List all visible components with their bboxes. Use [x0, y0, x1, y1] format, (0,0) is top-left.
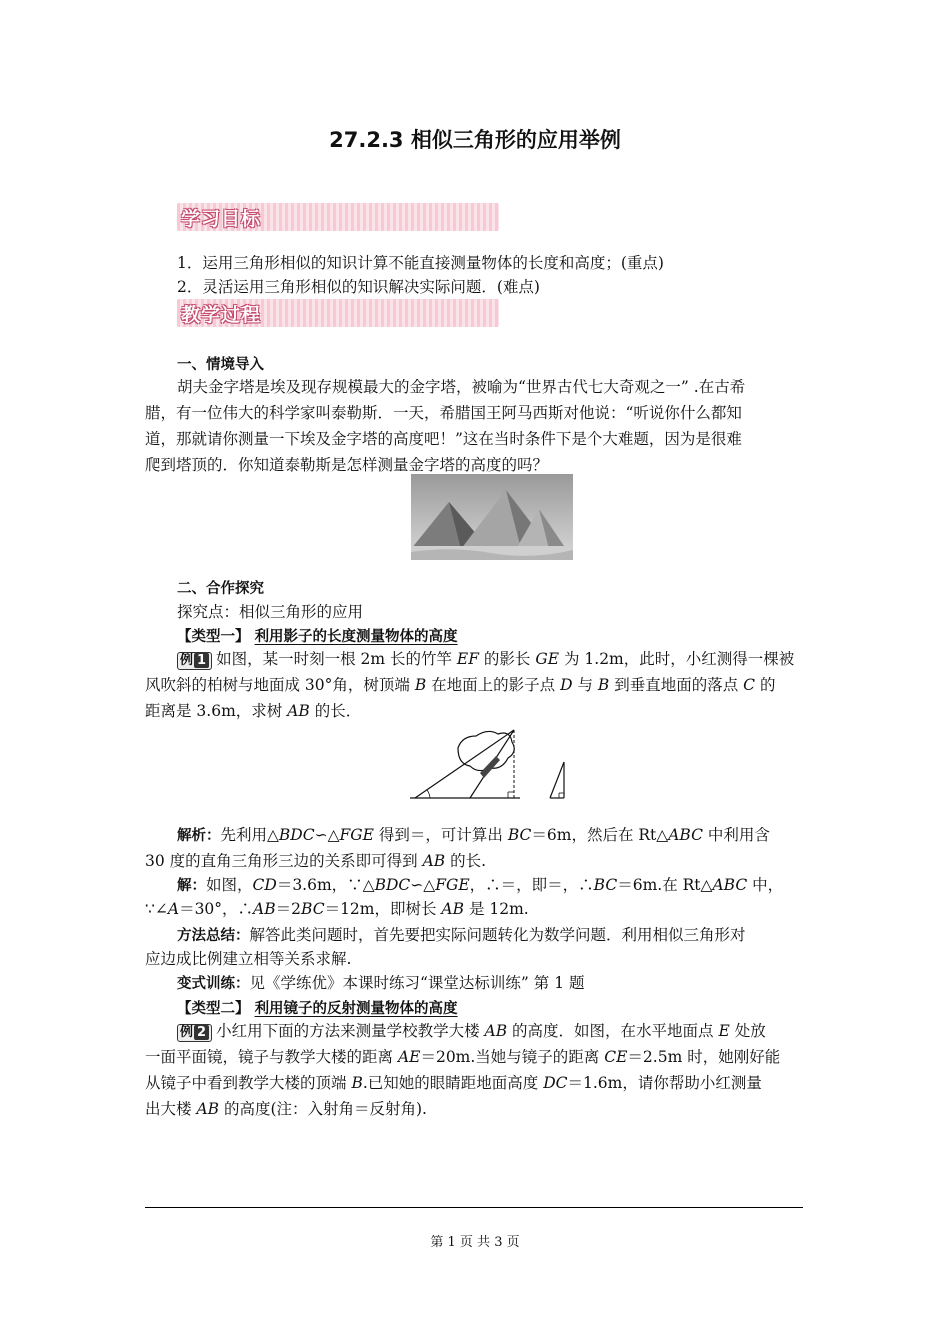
section2-heading: 二、合作探究: [177, 581, 264, 597]
example2-line-4: 出大楼 AB 的高度(注：入射角＝反射角).: [145, 1100, 427, 1118]
example2-line-1: 例 2 小红用下面的方法来测量学校教学大楼 AB 的高度．如图，在水平地面点 E 处放: [177, 1019, 766, 1043]
solution-line-2: ∵∠A＝30°，∴AB＝2BC＝12m，即树长 AB 是 12m.: [145, 900, 529, 918]
type1-title: 利用影子的长度测量物体的高度: [254, 629, 458, 645]
type1-heading: [177, 625, 458, 646]
intro-line-2: 腊，有一位伟大的科学家叫泰勒斯．一天，希腊国王阿马西斯对他说：“听说你什么都知: [145, 404, 742, 422]
example2-line-3: 从镜子中看到教学大楼的顶端 B.已知她的眼睛距地面高度 DC＝1.6m，请你帮助小红测量: [145, 1074, 762, 1092]
intro-line-3: 道，那就请你测量一下埃及金字塔的高度吧！”这在当时条件下是个大难题，因为是很难: [145, 430, 742, 448]
pyramids-illustration: [411, 474, 573, 560]
goal-1: 1．运用三角形相似的知识计算不能直接测量物体的长度和高度；(重点): [177, 254, 664, 272]
solution-label: 解：: [177, 878, 206, 894]
example1-line-2: 风吹斜的柏树与地面成 30°角，树顶端 B 在地面上的影子点 D 与 B 到垂直地面的落点 C 的: [145, 676, 776, 694]
variant-label: 变式训练：: [177, 976, 250, 992]
solution-line-1: 解：如图，CD＝3.6m，∵△BDC∽△FGE，∴＝，即＝，∴BC＝6m.在 Rt△ABC 中，: [177, 876, 784, 894]
pyramids-photo: [411, 474, 573, 560]
process-banner-label: 教学过程: [181, 304, 262, 326]
angle-arc: [427, 790, 430, 798]
variant-line: 变式训练：见《学练优》本课时练习“课堂达标训练” 第 1 题: [177, 974, 585, 992]
example1-line-3: 距离是 3.6m，求树 AB 的长．: [145, 702, 362, 720]
sun-ray-fg: [550, 762, 564, 798]
method-line-2: 应边成比例建立相等关系求解.: [145, 950, 352, 968]
method-label: 方法总结：: [177, 928, 250, 944]
example1-number: 1: [194, 653, 209, 668]
method-line-1: 方法总结：解答此类问题时，首先要把实际问题转化为数学问题．利用相似三角形对: [177, 926, 746, 944]
goals-banner-label: 学习目标: [181, 208, 262, 230]
example1-badge: 例 1: [177, 652, 212, 670]
tree-shadow-figure: [400, 718, 590, 813]
type2-bracket: 【类型二】: [177, 1001, 250, 1017]
figure-svg: [400, 718, 590, 813]
type2-title: 利用镜子的反射测量物体的高度: [254, 1001, 458, 1017]
section1-heading: 一、情境导入: [177, 357, 264, 373]
tree-trunk-ab: [415, 730, 514, 798]
example2-badge: 例 2: [177, 1024, 212, 1042]
goals-banner: [177, 203, 499, 231]
example2-line-2: 一面平面镜，镜子与教学大楼的距离 AE＝20m.当她与镜子的距离 CE＝2.5m 时，她刚好能: [145, 1048, 781, 1066]
tree-crown: [458, 731, 514, 770]
trunk-shading: [480, 756, 500, 778]
example1-line-1: 例 1 如图，某一时刻一根 2m 长的竹竿 EF 的影长 GE 为 1.2m，此时，小红测得一棵被: [177, 647, 794, 671]
type2-heading: [177, 997, 458, 1018]
type1-bracket: 【类型一】: [177, 629, 250, 645]
goal-2: 2．灵活运用三角形相似的知识解决实际问题．(难点): [177, 278, 540, 296]
page-footer: 第 1 页 共 3 页: [430, 1235, 520, 1250]
process-banner: [177, 299, 499, 327]
explore-point: 探究点：相似三角形的应用: [177, 603, 364, 621]
page-title: 27.2.3 相似三角形的应用举例: [329, 128, 621, 152]
footer-rule: [145, 1207, 803, 1208]
analysis-line-1: 解析：先利用△BDC∽△FGE 得到＝，可计算出 BC＝6m，然后在 Rt△ABC 中利用含: [177, 826, 770, 844]
analysis-label: 解析：: [177, 828, 221, 844]
analysis-line-2: 30 度的直角三角形三边的关系即可得到 AB 的长.: [145, 852, 487, 870]
example2-number: 2: [194, 1025, 209, 1040]
intro-line-1: 胡夫金字塔是埃及现存规模最大的金字塔，被喻为“世界古代七大奇观之一” .在古希: [177, 378, 746, 396]
intro-line-4: 爬到塔顶的．你知道泰勒斯是怎样测量金字塔的高度的吗？: [145, 456, 549, 474]
